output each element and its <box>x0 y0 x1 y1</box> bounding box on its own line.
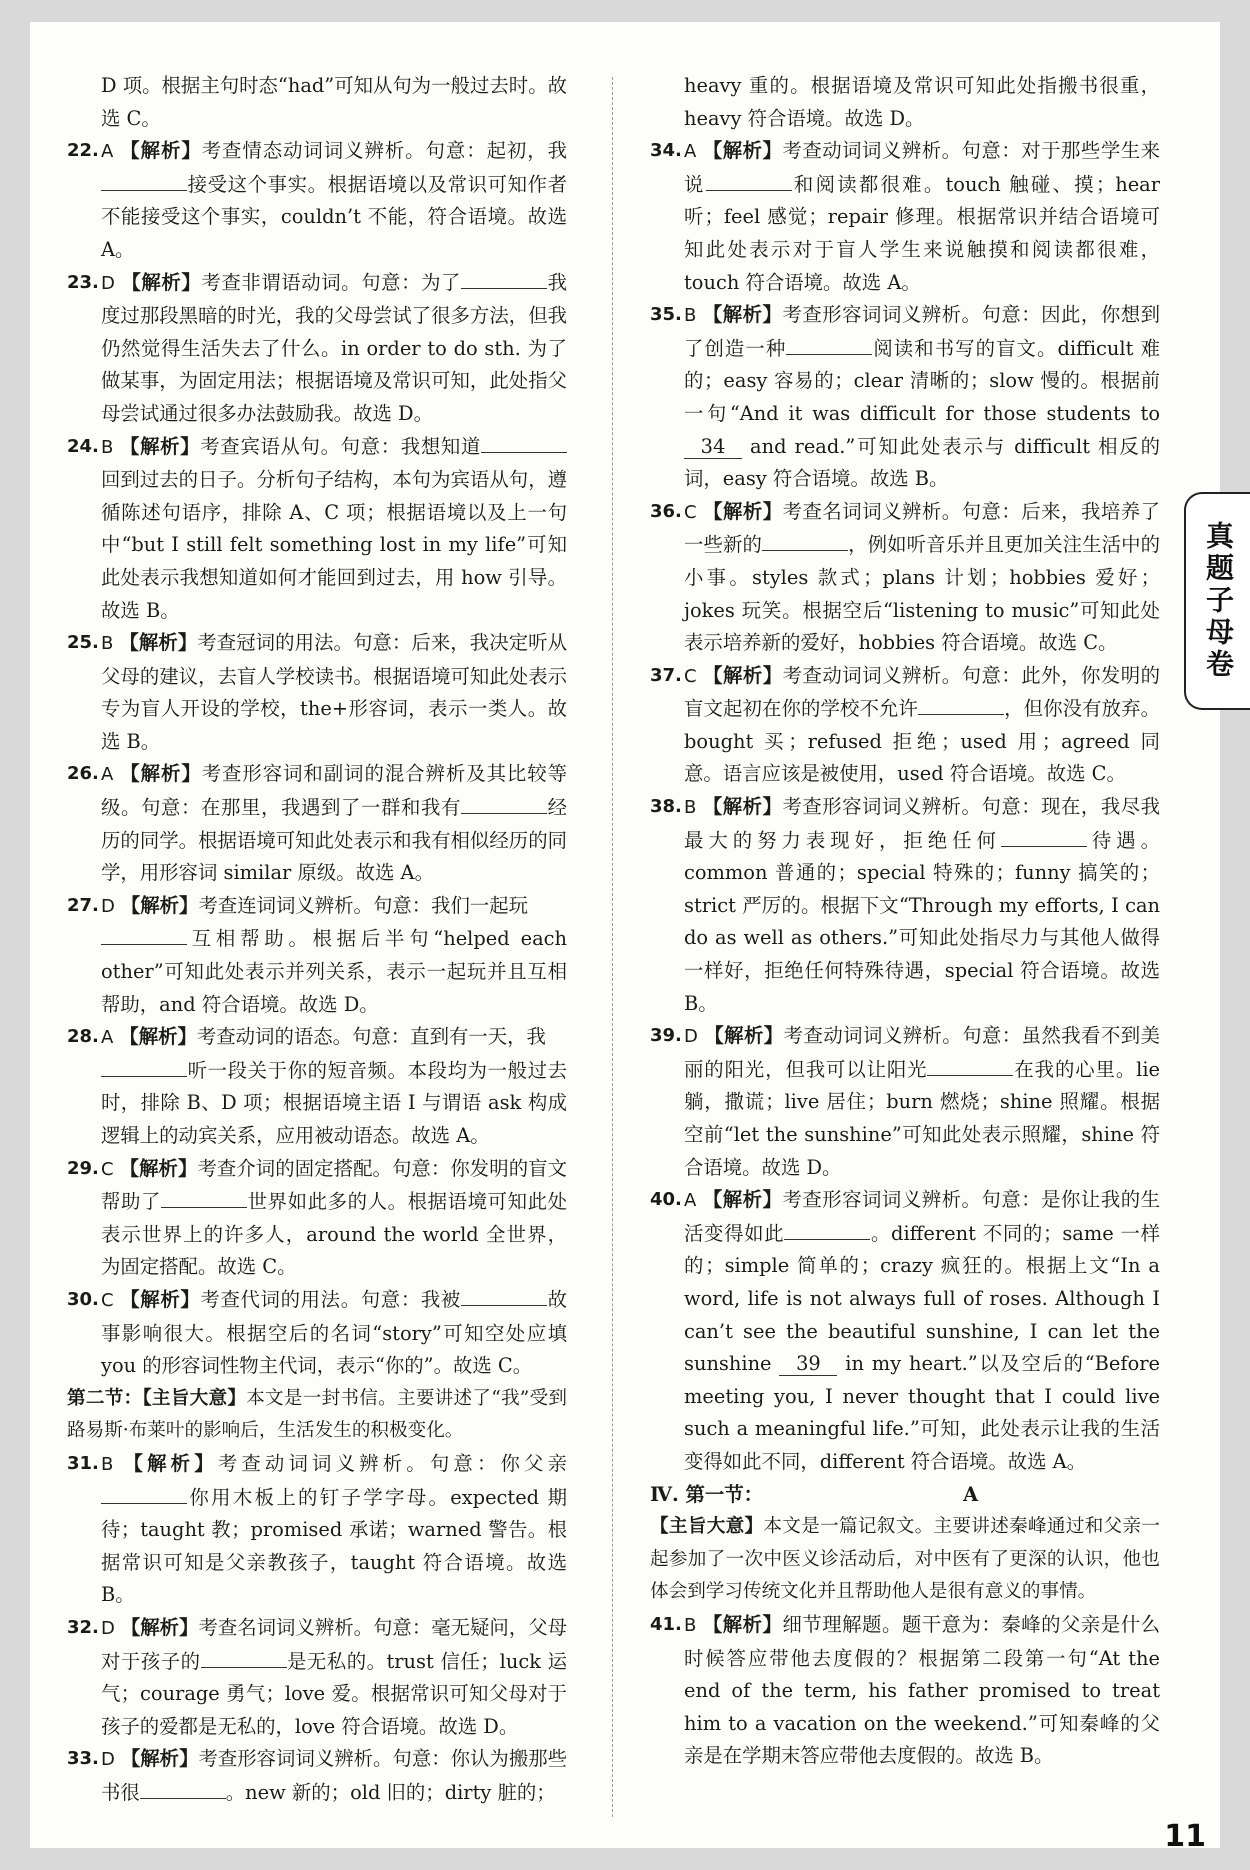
blank-line <box>461 1287 547 1306</box>
answer-letter: A <box>101 141 114 163</box>
answer-letter: D <box>101 895 115 917</box>
explanation-text: 考查介词的固定搭配。句意：你发明的盲文帮助了 <box>101 1156 567 1214</box>
explanation-text: 考查宾语从句。句意：我想知道 <box>200 434 482 458</box>
explanation-text: 考查动词的语态。句意：直到有一天，我 <box>196 1025 546 1049</box>
explanation-text: 是无私的。trust 信任；luck 运气；courage 勇气；love 爱。根据常识可知父母对于孩子的爱都是无私的，love 符合语境。故选 D。 <box>101 1649 568 1738</box>
analysis-tag: 【解析】 <box>702 303 783 327</box>
section-title: 第二节：【主旨大意】 <box>67 1387 247 1409</box>
column-divider <box>612 77 613 1817</box>
item-number: 37. <box>650 664 682 686</box>
explanation-text: 互相帮助。根据后半句“helped each other”可知此处表示并列关系，表示一起玩并且互相帮助，and 符合语境。故选 D。 <box>101 927 567 1016</box>
answer-letter: A <box>101 764 114 786</box>
page-number: 11 <box>1164 1819 1206 1854</box>
blank-line <box>201 1649 287 1668</box>
explanation-text: 考查连词词义辨析。句意：我们一起玩 <box>198 893 529 917</box>
answer-letter: B <box>101 633 114 655</box>
answer-item-30 <box>67 1284 567 1383</box>
item-number: 32. <box>67 1616 99 1638</box>
analysis-tag: 【解析】 <box>703 1024 784 1048</box>
explanation-text: 和阅读都很难。touch 触碰、摸；hear 听；feel 感觉；repair 修理。根据常识并结合语境可知此处表示对于盲人学生来说触摸和阅读都很难，touch 符合语境。故选 A。 <box>684 172 1160 294</box>
answer-item-27 <box>67 890 567 1021</box>
answer-letter: C <box>684 501 697 523</box>
explanation-text: 世界如此多的人。根据语境可知此处表示世界上的许多人，around the world 全世界，为固定搭配。故选 C。 <box>101 1190 567 1279</box>
gist-label: 【主旨大意】 <box>650 1516 764 1538</box>
blank-line <box>161 1189 247 1208</box>
blank-line <box>140 1780 226 1799</box>
analysis-tag: 【解析】 <box>119 434 201 458</box>
answer-item-28 <box>67 1021 567 1152</box>
answer-item-41 <box>650 1609 1160 1773</box>
answer-letter: D <box>101 1749 115 1771</box>
explanation-text: 考查形容词词义辨析。句意：你认为搬那些书很 <box>101 1747 567 1804</box>
answer-item-39 <box>650 1020 1160 1184</box>
answer-letter: A <box>684 141 697 163</box>
section4-heading <box>650 1479 1160 1512</box>
explanation-text: 回到过去的日子。分析句子结构，本句为宾语从句，遵循陈述句语序，排除 A、C 项；根据语境以及上一句中“but I still felt something lost in my life”可知此处表示我想知道如何才能回到过去，用 how 引导。故选 B。 <box>101 468 567 622</box>
blank-line <box>927 1057 1013 1076</box>
continued-text: D 项。根据主句时态“had”可知从句为一般过去时。故选 C。 <box>101 74 567 130</box>
passage-gist <box>650 1511 1160 1609</box>
item-number: 26. <box>67 763 99 785</box>
analysis-tag: 【解析】 <box>120 270 202 294</box>
analysis-tag: 【解析】 <box>120 1747 199 1771</box>
blank-line <box>101 1058 187 1077</box>
explanation-text: 待遇。common 普通的；special 特殊的；funny 搞笑的；strict 严厉的。根据下文“Through my efforts, I can do as well as others.”可知此处指尽力与其他人做得一样好，拒绝任何特殊待遇，special 符合语境。故选 B。 <box>684 828 1160 1015</box>
analysis-tag: 【解析】 <box>702 663 783 687</box>
answer-letter: C <box>684 665 697 687</box>
item-number: 30. <box>67 1288 99 1310</box>
blank-line <box>918 696 1004 715</box>
item-number: 22. <box>67 140 99 162</box>
explanation-text: 听一段关于你的短音频。本段均为一般过去时，排除 B、D 项；根据语境主语 I 与谓语 ask 构成逻辑上的动宾关系，应用被动语态。故选 A。 <box>101 1058 567 1147</box>
answer-letter: C <box>101 1289 114 1311</box>
explanation-text: 考查非谓语动词。句意：为了 <box>201 270 462 294</box>
explanation-text: 接受这个事实。根据语境以及常识可知作者不能接受这个事实，couldn’t 不能，符合语境。故选 A。 <box>101 172 567 261</box>
answer-item-26 <box>67 758 567 889</box>
item-number: 25. <box>67 632 99 654</box>
explanation-text: 考查动词词义辨析。句意：虽然我看不到美丽的阳光，但我可以让阳光 <box>684 1024 1161 1081</box>
answer-letter: B <box>101 436 114 458</box>
blank-line <box>481 434 567 453</box>
item-number: 33. <box>67 1748 99 1770</box>
analysis-tag: 【解析】 <box>702 1612 783 1636</box>
explanation-text: 考查形容词和副词的混合辨析及其比较等级。句意：在那里，我遇到了一群和我有 <box>101 762 568 820</box>
filled-blank: 39 <box>779 1353 837 1376</box>
explanation-text: 考查形容词词义辨析。句意：是你让我的生活变得如此 <box>684 1188 1161 1245</box>
analysis-tag: 【解析】 <box>119 631 198 655</box>
analysis-tag: 【解析】 <box>119 1451 218 1475</box>
explanation-text: 考查冠词的用法。句意：后来，我决定听从父母的建议，去盲人学校读书。根据语境可知此处表示专为盲人开设的学校，the+形容词，表示一类人。故选 B。 <box>101 631 568 753</box>
item-number: 36. <box>650 500 682 522</box>
answer-letter: D <box>684 1026 698 1048</box>
answer-letter: D <box>101 1617 115 1639</box>
item-number: 27. <box>67 894 99 916</box>
analysis-tag: 【解析】 <box>120 1615 199 1639</box>
answer-item-33 <box>67 1743 567 1809</box>
gist-text: 本文是一篇记叙文。主要讲述秦峰通过和父亲一起参加了一次中医义诊活动后，对中医有了更深的认识，他也体会到学习传统文化并且帮助他人是很有意义的事情。 <box>650 1516 1160 1603</box>
item-number: 35. <box>650 304 682 326</box>
item-number: 38. <box>650 796 682 818</box>
explanation-text: in my heart.”以及空后的“Before meeting you, I never thought that I could live such a meaningful life.”可知，此处表示让我的生活变得如此不同，different 符合语境。故选 A。 <box>684 1352 1160 1473</box>
passage-letter: A <box>963 1482 979 1506</box>
answer-item-32 <box>67 1612 567 1743</box>
explanation-text: 细节理解题。题干意为：秦峰的父亲是什么时候答应带他去度假的？根据第二段第一句“At the end of the term, his father promised to treat him to a vacation on the weekend.”可知秦峰的父亲是在学期末答应带他去度假的。故选 B。 <box>684 1612 1161 1768</box>
answer-item-29 <box>67 1153 567 1284</box>
analysis-tag: 【解析】 <box>119 1025 197 1049</box>
answer-letter: B <box>684 797 697 819</box>
answer-item-31 <box>67 1448 567 1612</box>
blank-line <box>101 172 187 191</box>
answer-item-38 <box>650 791 1160 1020</box>
answer-letter: B <box>684 305 697 327</box>
answer-item-22 <box>67 135 567 266</box>
answer-item-36 <box>650 496 1160 660</box>
analysis-tag: 【解析】 <box>119 762 202 786</box>
answer-page <box>30 22 1235 1854</box>
item-number: 23. <box>67 271 99 293</box>
item-number: 40. <box>650 1189 682 1211</box>
item-number: 34. <box>650 140 682 162</box>
explanation-text: 考查名词词义辨析。句意：毫无疑问，父母对于孩子的 <box>101 1615 567 1673</box>
item-number: 24. <box>67 435 99 457</box>
explanation-text: 考查动词词义辨析。句意：你父亲 <box>217 1451 568 1475</box>
item-number: 31. <box>67 1452 99 1474</box>
answer-item-23 <box>67 267 567 431</box>
explanation-text: 你用木板上的钉子学字母。expected 期待；taught 教；promised 承诺；warned 警告。根据常识可知是父亲教孩子，taught 符合语境。故选 B。 <box>101 1485 567 1607</box>
analysis-tag: 【解析】 <box>119 1156 198 1180</box>
explanation-text: 故事影响很大。根据空后的名词“story”可知空处应填 you 的形容词性物主代词，表示“你的”。故选 C。 <box>101 1287 568 1378</box>
analysis-tag: 【解析】 <box>119 1287 201 1311</box>
answer-item-34 <box>650 135 1160 299</box>
filled-blank: 34 <box>684 436 742 459</box>
continued-text: heavy 重的。根据语境及常识可知此处指搬书很重，heavy 符合语境。故选 D。 <box>684 74 1160 130</box>
blank-line <box>762 532 848 551</box>
blank-line <box>784 1221 870 1240</box>
analysis-tag: 【解析】 <box>702 795 783 819</box>
blank-line <box>1001 828 1087 847</box>
item-number: 28. <box>67 1026 99 1048</box>
answer-item-40 <box>650 1184 1160 1478</box>
explanation-text: 考查动词词义辨析。句意：对于那些学生来说 <box>684 139 1161 196</box>
left-column <box>67 70 567 1809</box>
blank-line <box>101 1485 187 1504</box>
analysis-tag: 【解析】 <box>119 139 202 163</box>
section-title: Ⅳ. 第一节： <box>650 1482 764 1506</box>
gist-text: 本文是一封书信。主要讲述了“我”受到路易斯·布莱叶的影响后，生活发生的积极变化。 <box>67 1387 568 1442</box>
explanation-text: 考查形容词词义辨析。句意：现在，我尽我最大的努力表现好，拒绝任何 <box>684 795 1161 852</box>
item-number: 39. <box>650 1025 682 1047</box>
explanation-text: 考查动词词义辨析。句意：此外，你发明的盲文起初在你的学校不允许 <box>684 663 1161 721</box>
blank-line <box>706 172 792 191</box>
answer-letter: B <box>101 1453 114 1475</box>
explanation-text: 在我的心里。lie 躺，撒谎；live 居住；burn 燃烧；shine 照耀。根据空前“let the sunshine”可知此处表示照耀，shine 符合语境。故选 D。 <box>684 1057 1160 1179</box>
answer-letter: A <box>101 1027 114 1049</box>
explanation-text: ，但你没有放弃。bought 买；refused 拒绝；used 用；agreed 同意。语言应该是被使用，used 符合语境。故选 C。 <box>684 697 1160 786</box>
item-number: 29. <box>67 1157 99 1179</box>
explanation-text: ，例如听音乐并且更加关注生活中的小事。styles 款式；plans 计划；hobbies 爱好；jokes 玩笑。根据空后“listening to music”可知此处表示培养新的爱好，hobbies 符合语境。故选 C。 <box>684 533 1160 655</box>
explanation-text: 考查情态动词词义辨析。句意：起初，我 <box>201 139 568 163</box>
right-column <box>650 70 1160 1773</box>
item-number: 41. <box>650 1613 682 1635</box>
section2-gist <box>67 1383 567 1448</box>
answer-letter: B <box>684 1614 697 1636</box>
explanation-text: and read.”可知此处表示与 difficult 相反的词，easy 符合语境。故选 B。 <box>684 434 1160 491</box>
analysis-tag: 【解析】 <box>120 893 199 917</box>
answer-letter: A <box>684 1190 697 1212</box>
answer-item-37 <box>650 660 1160 791</box>
answer-letter: D <box>101 272 115 294</box>
explanation-text: 经历的同学。根据语境可知此处表示和我有相似经历的同学，用形容词 similar 原级。故选 A。 <box>101 796 567 885</box>
explanation-text: 我度过那段黑暗的时光，我的父母尝试了很多方法，但我仍然觉得生活失去了什么。in order to do sth. 为了做某事，为固定用法；根据语境及常识可知，此处指父母尝试通过很多办法鼓励我。故选 D。 <box>101 270 568 425</box>
analysis-tag: 【解析】 <box>702 1188 783 1212</box>
explanation-text: 。different 不同的；same 一样的；simple 简单的；crazy 疯狂的。根据上文“In a word, life is not always full of roses. Although I can’t see the beautiful sunshine, I can let the sunshine <box>684 1221 1161 1376</box>
blank-line <box>461 270 547 289</box>
blank-line <box>461 795 547 814</box>
answer-item-25 <box>67 627 567 758</box>
analysis-tag: 【解析】 <box>702 499 783 523</box>
analysis-tag: 【解析】 <box>702 139 783 163</box>
answer-item-35 <box>650 299 1160 496</box>
explanation-text: 考查形容词词义辨析。句意：因此，你想到了创造一种 <box>684 303 1161 360</box>
explanation-text: 阅读和书写的盲文。difficult 难的；easy 容易的；clear 清晰的；slow 慢的。根据前一句“And it was difficult for those students to <box>684 336 1160 425</box>
blank-line <box>101 926 187 945</box>
explanation-text: 考查代词的用法。句意：我被 <box>200 1287 461 1311</box>
answer-item-24 <box>67 431 567 628</box>
explanation-text: 。new 新的；old 旧的；dirty 脏的； <box>225 1780 556 1804</box>
blank-line <box>786 336 872 355</box>
explanation-text: 考查名词词义辨析。句意：后来，我培养了一些新的 <box>684 499 1161 557</box>
side-tab: 真题子母卷 <box>1184 492 1250 710</box>
answer-letter: C <box>101 1158 114 1180</box>
